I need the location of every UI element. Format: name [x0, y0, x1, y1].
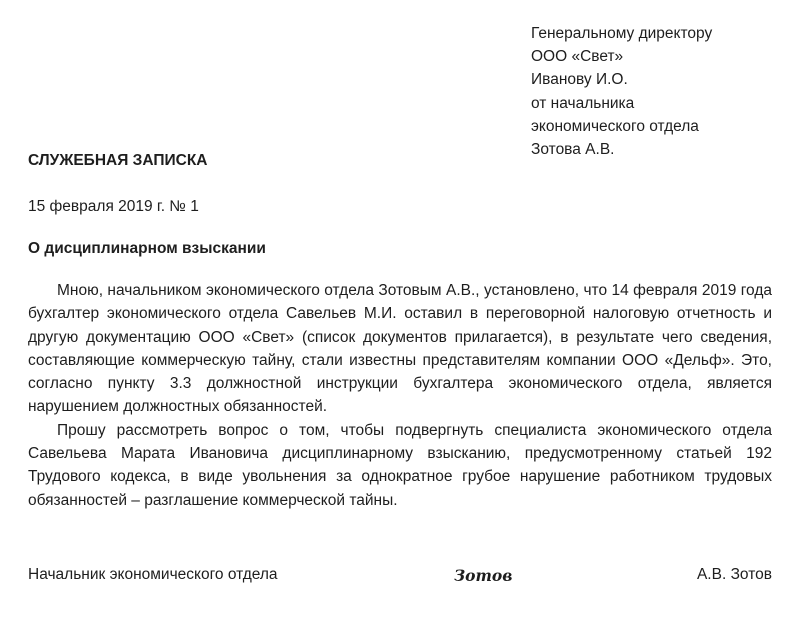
signatory-position: Начальник экономического отдела — [28, 566, 278, 583]
addressee-line: ООО «Свет» — [531, 48, 624, 66]
addressee-line: Генеральному директору — [531, 25, 713, 42]
document-subject: О дисциплинарном взыскании — [28, 240, 266, 257]
addressee-line: от начальника — [531, 94, 635, 112]
addressee-line: экономического отдела — [531, 117, 699, 135]
document-date-number: 15 февраля 2019 г. № 1 — [28, 198, 199, 215]
body-paragraph: Мною, начальником экономического отдела Зотовым А.В., установлено, что 14 февраля 2019 года бухгалтер экономического отдела Савельев М.И. оставил в переговорной налоговую отчетность и другую документацию ООО «Свет» (список документов прилагается), в результате чего сведения, составляющие коммерческую тайну, стали известны представителям компании ООО «Дельф». Это, согласно пункту 3.3 должностной инструкции бухгалтера экономического отдела, является нарушением должностных обязанностей. — [28, 282, 772, 416]
signatory-name: А.В. Зотов — [696, 566, 772, 583]
document-body — [28, 279, 772, 512]
addressee-line: Иванову И.О. — [531, 71, 628, 89]
handwritten-signature: Зотов — [454, 566, 513, 585]
body-paragraph: Прошу рассмотреть вопрос о том, чтобы подвергнуть специалиста экономического отдела Савельева Марата Ивановича дисциплинарному взысканию, предусмотренному статьей 192 Трудового кодекса, в виде увольнения за однократное грубое нарушение работником трудовых обязанностей – разглашение коммерческой тайны. — [28, 421, 772, 509]
addressee-block — [531, 22, 712, 161]
addressee-line: Зотова А.В. — [531, 141, 615, 159]
signature-row — [28, 566, 772, 590]
document-type-title: СЛУЖЕБНАЯ ЗАПИСКА — [28, 152, 208, 169]
